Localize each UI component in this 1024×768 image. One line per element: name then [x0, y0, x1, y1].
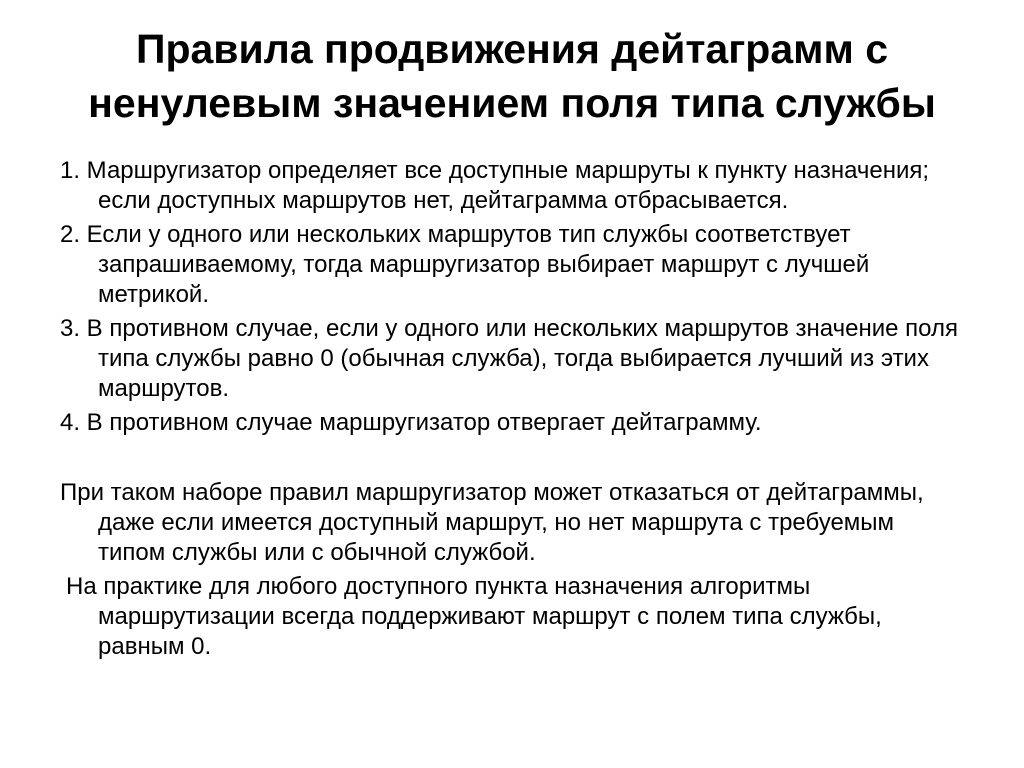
rule-item-2: 2. Если у одного или нескольких маршрутов тип службы соответствует запрашиваемому, тогда маршругизатор выбирает маршрут с лучшей метрикой. — [60, 221, 870, 308]
rule-item-4: 4. В противном случае маршругизатор отвергает дейтаграмму. — [60, 409, 762, 436]
title-line-1: Правила продвижения дейтаграмм с — [135, 26, 888, 72]
slide-body — [60, 156, 964, 666]
title-line-2: ненулевым значением поля типа службы — [88, 80, 936, 126]
rule-item-3: 3. В противном случае, если у одного или нескольких маршрутов значение поля типа службы равно 0 (обычная служба), тогда выбирается лучший из этих маршрутов. — [60, 315, 958, 402]
paragraph-consequence: При таком наборе правил маршругизатор может отказаться от дейтаграммы, даже если имеется доступный маршрут, но нет маршрута с требуемым типом службы или с обычной службой. — [60, 479, 924, 566]
rule-item-1: 1. Маршругизатор определяет все доступные маршруты к пункту назначения; если доступных маршрутов нет, дейтаграмма отбрасывается. — [60, 157, 930, 214]
slide-title — [20, 22, 1004, 130]
paragraph-practice: На практике для любого доступного пункта назначения алгоритмы маршрутизации всегда поддерживают маршрут с полем типа службы, равным 0. — [66, 573, 882, 660]
